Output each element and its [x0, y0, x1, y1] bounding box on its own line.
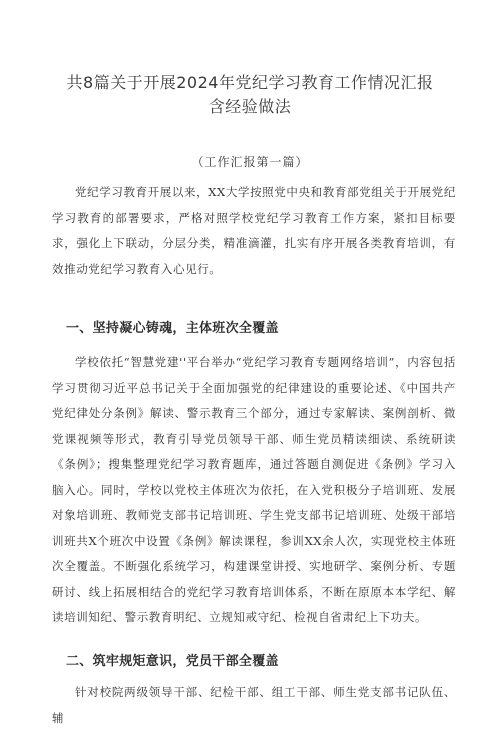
section-heading-2: 二、筑牢规矩意识，党员干部全覆盖: [66, 654, 279, 669]
document-title-line-2: 含经验做法: [208, 97, 292, 116]
intro-paragraph: 党纪学习教育开展以来，XX大学按照党中央和教育部党组关于开展党纪学习教育的部署要求，严格对照学校党纪学习教育工作方案，紧扣目标要求，强化上下联动，分层分类，精准滴灌，扎实有序开展各类教育培训，有效推动党纪学习教育入心见行。: [52, 185, 456, 276]
section-2-paragraph: 针对校院两级领导干部、纪检干部、组工干部、师生党支部书记队伍、辅: [52, 685, 456, 725]
section-1-paragraph: 学校依托“智慧党建''平台举办“党纪学习教育专题网络培训”，内容包括学习贯彻习近平总书记关于全面加强党的纪律建设的重要论述、《中国共产党纪律处分条例》解读、警示教育三个部分，通过专家解读、案例剖析、微党课视频等形式，教育引导党员领导干部、师生党员精读细读、系统研读《条例》；搜集整理党纪学习教育题库，通过答题自测促进《条例》学习入脑入心。同时，学校以党校主体班次为依托，在入党积极分子培训班、发展对象培训班、教师党支部书记培训班、学生党支部书记培训班、处级干部培训班共X个班次中设置《条例》解读课程，参训XX余人次，实现党校主体班次全覆盖。不断强化系统学习，构建课堂讲授、实地研学、案例分析、专题研讨、线上拓展相结合的党纪学习教育培训体系，不断在原原本本学纪、解读培训知纪、警示教育明纪、立规知戒守纪、检视自省肃纪上下功夫。: [52, 355, 456, 624]
section-heading-1: 一、坚持凝心铸魂，主体班次全覆盖: [66, 321, 279, 336]
document-title-line-1: 共8篇关于开展2024年党纪学习教育工作情况汇报: [66, 73, 434, 92]
document-subtitle: （工作汇报第一篇）: [191, 155, 309, 169]
